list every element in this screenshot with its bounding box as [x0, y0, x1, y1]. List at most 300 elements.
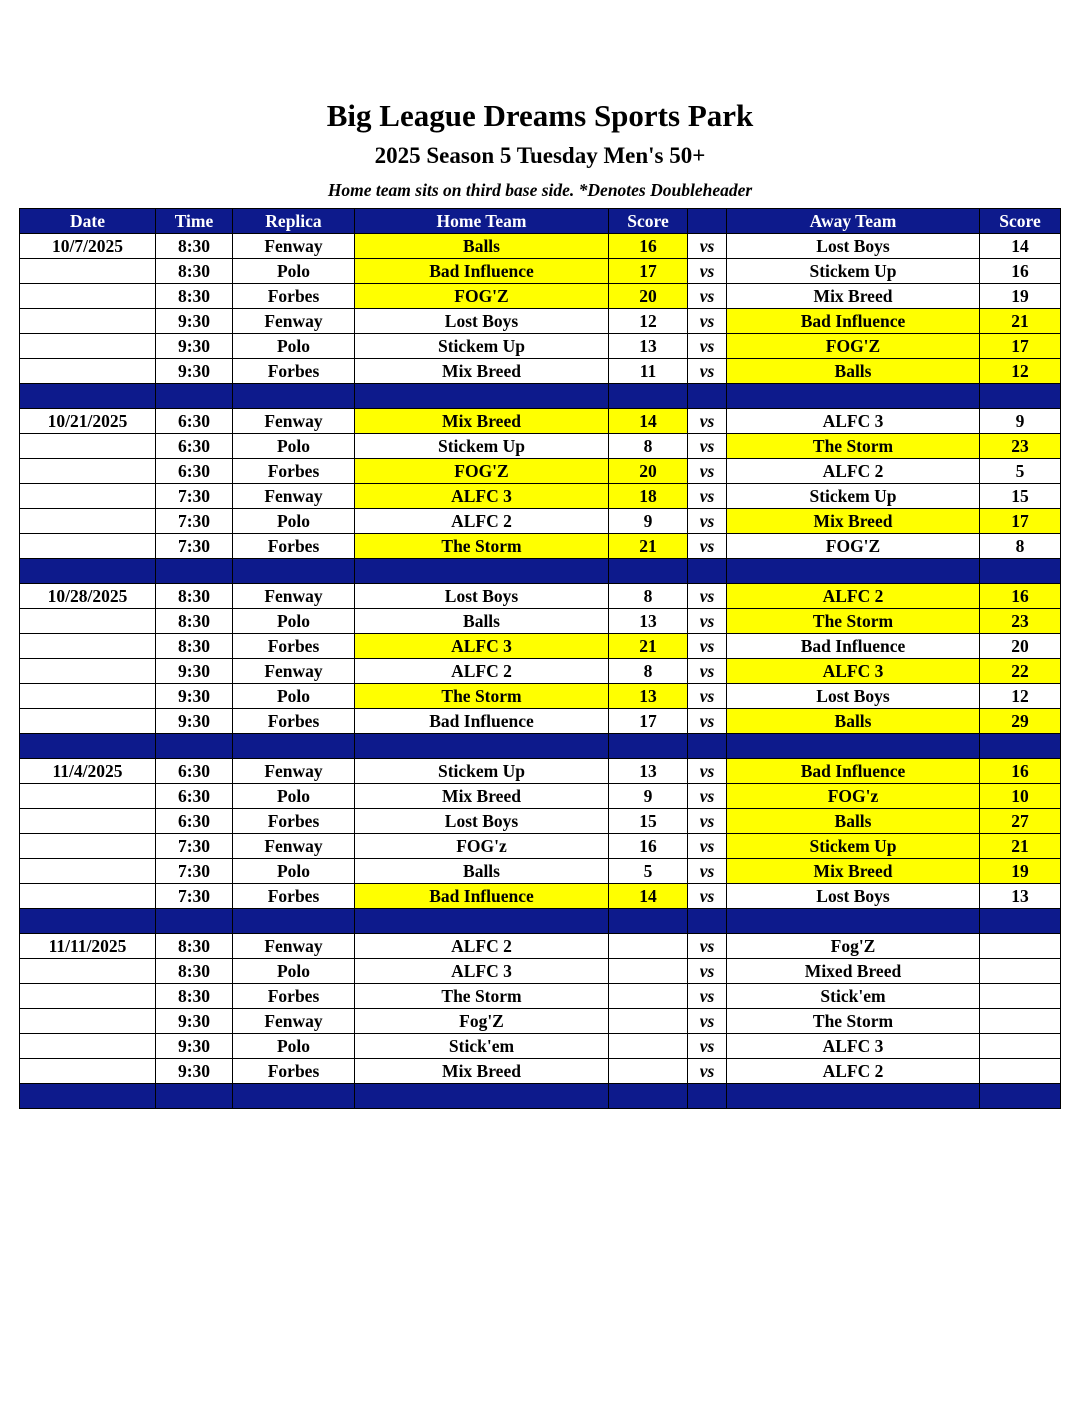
- game-row: [20, 784, 1061, 809]
- home-score-cell: 9: [609, 509, 688, 534]
- replica-cell: Polo: [233, 259, 355, 284]
- home-team-cell: Stickem Up: [355, 434, 609, 459]
- date-cell: [20, 834, 156, 859]
- vs-cell: vs: [688, 859, 727, 884]
- home-score-cell: 8: [609, 434, 688, 459]
- home-team-cell: Bad Influence: [355, 259, 609, 284]
- home-score-cell: 13: [609, 684, 688, 709]
- separator-cell: [609, 384, 688, 409]
- time-cell: 7:30: [156, 509, 233, 534]
- time-cell: 6:30: [156, 434, 233, 459]
- vs-cell: vs: [688, 259, 727, 284]
- away-team-cell: ALFC 3: [727, 409, 980, 434]
- away-score-cell: 17: [980, 509, 1061, 534]
- home-score-cell: [609, 1009, 688, 1034]
- time-cell: 8:30: [156, 959, 233, 984]
- away-score-cell: 16: [980, 759, 1061, 784]
- col-away-team-header: Away Team: [727, 209, 980, 234]
- col-time-header: Time: [156, 209, 233, 234]
- game-row: [20, 409, 1061, 434]
- date-cell: [20, 859, 156, 884]
- time-cell: 7:30: [156, 834, 233, 859]
- separator-cell: [20, 909, 156, 934]
- time-cell: 9:30: [156, 309, 233, 334]
- time-cell: 7:30: [156, 859, 233, 884]
- away-score-cell: 16: [980, 259, 1061, 284]
- vs-cell: vs: [688, 634, 727, 659]
- home-score-cell: [609, 1034, 688, 1059]
- replica-cell: Fenway: [233, 584, 355, 609]
- away-score-cell: [980, 934, 1061, 959]
- date-cell: [20, 659, 156, 684]
- header-row: [20, 209, 1061, 234]
- game-row: [20, 1034, 1061, 1059]
- week-separator-row: [20, 384, 1061, 409]
- home-team-cell: Balls: [355, 234, 609, 259]
- home-score-cell: 14: [609, 884, 688, 909]
- away-score-cell: [980, 1034, 1061, 1059]
- replica-cell: Forbes: [233, 884, 355, 909]
- separator-cell: [233, 1084, 355, 1109]
- vs-cell: vs: [688, 834, 727, 859]
- time-cell: 9:30: [156, 334, 233, 359]
- home-team-cell: Bad Influence: [355, 709, 609, 734]
- date-cell: [20, 884, 156, 909]
- away-team-cell: Lost Boys: [727, 884, 980, 909]
- home-score-cell: 13: [609, 334, 688, 359]
- vs-cell: vs: [688, 934, 727, 959]
- game-row: [20, 234, 1061, 259]
- game-row: [20, 509, 1061, 534]
- separator-cell: [156, 384, 233, 409]
- separator-cell: [156, 909, 233, 934]
- page-note: Home team sits on third base side. *Denotes Doubleheader: [327, 180, 753, 200]
- away-team-cell: Stickem Up: [727, 834, 980, 859]
- game-row: [20, 1009, 1061, 1034]
- home-team-cell: Mix Breed: [355, 1059, 609, 1084]
- separator-cell: [355, 559, 609, 584]
- home-score-cell: 16: [609, 234, 688, 259]
- home-score-cell: 14: [609, 409, 688, 434]
- home-score-cell: 21: [609, 534, 688, 559]
- home-score-cell: 17: [609, 709, 688, 734]
- replica-cell: Fenway: [233, 409, 355, 434]
- replica-cell: Polo: [233, 434, 355, 459]
- date-cell: [20, 784, 156, 809]
- away-score-cell: 13: [980, 884, 1061, 909]
- game-row: [20, 759, 1061, 784]
- game-row: [20, 959, 1061, 984]
- replica-cell: Fenway: [233, 834, 355, 859]
- home-score-cell: 17: [609, 259, 688, 284]
- away-team-cell: ALFC 2: [727, 459, 980, 484]
- date-cell: [20, 1059, 156, 1084]
- away-score-cell: 5: [980, 459, 1061, 484]
- date-cell: [20, 959, 156, 984]
- page-title: Big League Dreams Sports Park: [326, 98, 754, 133]
- separator-cell: [609, 909, 688, 934]
- separator-cell: [156, 559, 233, 584]
- replica-cell: Forbes: [233, 984, 355, 1009]
- time-cell: 6:30: [156, 784, 233, 809]
- date-cell: [20, 609, 156, 634]
- game-row: [20, 709, 1061, 734]
- away-score-cell: 12: [980, 359, 1061, 384]
- home-team-cell: Stickem Up: [355, 759, 609, 784]
- home-team-cell: Mix Breed: [355, 409, 609, 434]
- week-separator-row: [20, 559, 1061, 584]
- replica-cell: Forbes: [233, 809, 355, 834]
- replica-cell: Fenway: [233, 484, 355, 509]
- away-team-cell: Mixed Breed: [727, 959, 980, 984]
- date-cell: [20, 634, 156, 659]
- separator-cell: [355, 909, 609, 934]
- date-cell: [20, 284, 156, 309]
- replica-cell: Fenway: [233, 234, 355, 259]
- date-cell: [20, 1034, 156, 1059]
- replica-cell: Fenway: [233, 759, 355, 784]
- away-team-cell: The Storm: [727, 1009, 980, 1034]
- replica-cell: Forbes: [233, 284, 355, 309]
- vs-cell: vs: [688, 359, 727, 384]
- home-score-cell: 13: [609, 759, 688, 784]
- separator-cell: [609, 1084, 688, 1109]
- date-cell: [20, 309, 156, 334]
- home-score-cell: 8: [609, 584, 688, 609]
- home-team-cell: ALFC 2: [355, 934, 609, 959]
- game-row: [20, 934, 1061, 959]
- home-team-cell: FOG'z: [355, 834, 609, 859]
- away-score-cell: 14: [980, 234, 1061, 259]
- away-score-cell: 9: [980, 409, 1061, 434]
- home-team-cell: Mix Breed: [355, 784, 609, 809]
- vs-cell: vs: [688, 809, 727, 834]
- time-cell: 6:30: [156, 459, 233, 484]
- away-team-cell: Bad Influence: [727, 634, 980, 659]
- col-home-score-header: Score: [609, 209, 688, 234]
- time-cell: 9:30: [156, 709, 233, 734]
- home-team-cell: The Storm: [355, 534, 609, 559]
- game-row: [20, 809, 1061, 834]
- vs-cell: vs: [688, 684, 727, 709]
- date-cell: [20, 984, 156, 1009]
- vs-cell: vs: [688, 984, 727, 1009]
- vs-cell: vs: [688, 709, 727, 734]
- time-cell: 8:30: [156, 584, 233, 609]
- time-cell: 9:30: [156, 1059, 233, 1084]
- date-cell: [20, 509, 156, 534]
- away-score-cell: 19: [980, 859, 1061, 884]
- away-team-cell: Mix Breed: [727, 284, 980, 309]
- vs-cell: vs: [688, 1009, 727, 1034]
- time-cell: 8:30: [156, 634, 233, 659]
- game-row: [20, 1059, 1061, 1084]
- game-row: [20, 634, 1061, 659]
- home-team-cell: The Storm: [355, 984, 609, 1009]
- away-score-cell: [980, 1059, 1061, 1084]
- home-team-cell: Stick'em: [355, 1034, 609, 1059]
- away-score-cell: 23: [980, 434, 1061, 459]
- time-cell: 8:30: [156, 984, 233, 1009]
- date-cell: 10/21/2025: [20, 409, 156, 434]
- away-team-cell: Lost Boys: [727, 684, 980, 709]
- replica-cell: Polo: [233, 859, 355, 884]
- home-team-cell: ALFC 2: [355, 659, 609, 684]
- home-score-cell: [609, 984, 688, 1009]
- game-row: [20, 884, 1061, 909]
- time-cell: 7:30: [156, 884, 233, 909]
- away-score-cell: [980, 984, 1061, 1009]
- away-score-cell: 8: [980, 534, 1061, 559]
- separator-cell: [233, 734, 355, 759]
- time-cell: 8:30: [156, 234, 233, 259]
- replica-cell: Polo: [233, 959, 355, 984]
- home-team-cell: ALFC 3: [355, 959, 609, 984]
- away-score-cell: 20: [980, 634, 1061, 659]
- home-score-cell: 15: [609, 809, 688, 834]
- vs-cell: vs: [688, 284, 727, 309]
- col-away-score-header: Score: [980, 209, 1061, 234]
- home-score-cell: 8: [609, 659, 688, 684]
- separator-cell: [688, 1084, 727, 1109]
- separator-cell: [688, 559, 727, 584]
- col-home-team-header: Home Team: [355, 209, 609, 234]
- date-cell: 10/7/2025: [20, 234, 156, 259]
- vs-cell: vs: [688, 334, 727, 359]
- separator-cell: [688, 734, 727, 759]
- time-cell: 8:30: [156, 284, 233, 309]
- separator-cell: [355, 384, 609, 409]
- home-score-cell: 13: [609, 609, 688, 634]
- away-score-cell: 12: [980, 684, 1061, 709]
- col-date-header: Date: [20, 209, 156, 234]
- separator-cell: [727, 1084, 980, 1109]
- date-cell: [20, 459, 156, 484]
- away-team-cell: Lost Boys: [727, 234, 980, 259]
- separator-cell: [980, 734, 1061, 759]
- replica-cell: Fenway: [233, 309, 355, 334]
- away-team-cell: FOG'Z: [727, 534, 980, 559]
- replica-cell: Polo: [233, 609, 355, 634]
- vs-cell: vs: [688, 659, 727, 684]
- date-cell: [20, 484, 156, 509]
- separator-cell: [20, 1084, 156, 1109]
- away-score-cell: 10: [980, 784, 1061, 809]
- schedule-body: [20, 234, 1061, 1109]
- away-team-cell: Bad Influence: [727, 309, 980, 334]
- home-score-cell: 20: [609, 284, 688, 309]
- replica-cell: Polo: [233, 334, 355, 359]
- week-separator-row: [20, 909, 1061, 934]
- game-row: [20, 284, 1061, 309]
- separator-cell: [980, 559, 1061, 584]
- away-score-cell: 21: [980, 309, 1061, 334]
- home-score-cell: 18: [609, 484, 688, 509]
- game-row: [20, 684, 1061, 709]
- away-team-cell: Mix Breed: [727, 859, 980, 884]
- game-row: [20, 834, 1061, 859]
- away-score-cell: 27: [980, 809, 1061, 834]
- date-cell: 11/4/2025: [20, 759, 156, 784]
- separator-cell: [980, 384, 1061, 409]
- home-score-cell: [609, 934, 688, 959]
- vs-cell: vs: [688, 509, 727, 534]
- separator-cell: [355, 734, 609, 759]
- home-score-cell: 11: [609, 359, 688, 384]
- separator-cell: [20, 734, 156, 759]
- separator-cell: [233, 384, 355, 409]
- vs-cell: vs: [688, 584, 727, 609]
- home-team-cell: Lost Boys: [355, 584, 609, 609]
- separator-cell: [233, 909, 355, 934]
- home-team-cell: FOG'Z: [355, 459, 609, 484]
- away-team-cell: Balls: [727, 359, 980, 384]
- separator-cell: [156, 734, 233, 759]
- date-cell: [20, 684, 156, 709]
- replica-cell: Polo: [233, 784, 355, 809]
- home-team-cell: The Storm: [355, 684, 609, 709]
- home-team-cell: Lost Boys: [355, 309, 609, 334]
- separator-cell: [727, 734, 980, 759]
- home-score-cell: 12: [609, 309, 688, 334]
- game-row: [20, 259, 1061, 284]
- game-row: [20, 534, 1061, 559]
- game-row: [20, 359, 1061, 384]
- page-subtitle: 2025 Season 5 Tuesday Men's 50+: [374, 143, 706, 168]
- home-team-cell: Bad Influence: [355, 884, 609, 909]
- away-score-cell: 23: [980, 609, 1061, 634]
- time-cell: 6:30: [156, 409, 233, 434]
- week-separator-row: [20, 1084, 1061, 1109]
- game-row: [20, 859, 1061, 884]
- away-score-cell: 22: [980, 659, 1061, 684]
- col-vs-header: [688, 209, 727, 234]
- date-cell: [20, 534, 156, 559]
- time-cell: 9:30: [156, 684, 233, 709]
- separator-cell: [688, 909, 727, 934]
- separator-cell: [688, 384, 727, 409]
- replica-cell: Forbes: [233, 359, 355, 384]
- game-row: [20, 309, 1061, 334]
- away-team-cell: Balls: [727, 709, 980, 734]
- home-team-cell: ALFC 3: [355, 484, 609, 509]
- home-team-cell: ALFC 2: [355, 509, 609, 534]
- vs-cell: vs: [688, 534, 727, 559]
- game-row: [20, 459, 1061, 484]
- away-team-cell: Stick'em: [727, 984, 980, 1009]
- away-score-cell: 16: [980, 584, 1061, 609]
- vs-cell: vs: [688, 434, 727, 459]
- home-team-cell: Fog'Z: [355, 1009, 609, 1034]
- away-team-cell: Mix Breed: [727, 509, 980, 534]
- vs-cell: vs: [688, 234, 727, 259]
- separator-cell: [727, 559, 980, 584]
- home-team-cell: Balls: [355, 609, 609, 634]
- col-replica-header: Replica: [233, 209, 355, 234]
- separator-cell: [980, 1084, 1061, 1109]
- game-row: [20, 659, 1061, 684]
- home-score-cell: [609, 959, 688, 984]
- vs-cell: vs: [688, 784, 727, 809]
- date-cell: [20, 1009, 156, 1034]
- away-team-cell: The Storm: [727, 609, 980, 634]
- time-cell: 9:30: [156, 1034, 233, 1059]
- date-cell: [20, 259, 156, 284]
- date-cell: [20, 709, 156, 734]
- replica-cell: Forbes: [233, 709, 355, 734]
- separator-cell: [20, 559, 156, 584]
- away-team-cell: Stickem Up: [727, 259, 980, 284]
- replica-cell: Forbes: [233, 634, 355, 659]
- away-team-cell: FOG'z: [727, 784, 980, 809]
- away-score-cell: 21: [980, 834, 1061, 859]
- home-score-cell: [609, 1059, 688, 1084]
- separator-cell: [233, 559, 355, 584]
- time-cell: 6:30: [156, 809, 233, 834]
- game-row: [20, 584, 1061, 609]
- date-cell: [20, 809, 156, 834]
- time-cell: 6:30: [156, 759, 233, 784]
- separator-cell: [727, 384, 980, 409]
- separator-cell: [980, 909, 1061, 934]
- away-team-cell: Bad Influence: [727, 759, 980, 784]
- replica-cell: Fenway: [233, 934, 355, 959]
- date-cell: [20, 334, 156, 359]
- replica-cell: Polo: [233, 1034, 355, 1059]
- replica-cell: Polo: [233, 684, 355, 709]
- separator-cell: [609, 559, 688, 584]
- vs-cell: vs: [688, 1059, 727, 1084]
- separator-cell: [609, 734, 688, 759]
- vs-cell: vs: [688, 959, 727, 984]
- game-row: [20, 334, 1061, 359]
- home-team-cell: Mix Breed: [355, 359, 609, 384]
- separator-cell: [20, 384, 156, 409]
- away-score-cell: 29: [980, 709, 1061, 734]
- time-cell: 9:30: [156, 659, 233, 684]
- time-cell: 9:30: [156, 1009, 233, 1034]
- separator-cell: [355, 1084, 609, 1109]
- game-row: [20, 434, 1061, 459]
- away-score-cell: 19: [980, 284, 1061, 309]
- time-cell: 8:30: [156, 934, 233, 959]
- vs-cell: vs: [688, 484, 727, 509]
- replica-cell: Fenway: [233, 659, 355, 684]
- replica-cell: Polo: [233, 509, 355, 534]
- separator-cell: [156, 1084, 233, 1109]
- away-score-cell: [980, 1009, 1061, 1034]
- away-team-cell: Fog'Z: [727, 934, 980, 959]
- vs-cell: vs: [688, 309, 727, 334]
- home-team-cell: Lost Boys: [355, 809, 609, 834]
- away-score-cell: 17: [980, 334, 1061, 359]
- time-cell: 8:30: [156, 259, 233, 284]
- replica-cell: Forbes: [233, 459, 355, 484]
- vs-cell: vs: [688, 884, 727, 909]
- home-team-cell: Stickem Up: [355, 334, 609, 359]
- away-team-cell: ALFC 3: [727, 659, 980, 684]
- home-score-cell: 20: [609, 459, 688, 484]
- home-team-cell: Balls: [355, 859, 609, 884]
- vs-cell: vs: [688, 409, 727, 434]
- home-score-cell: 5: [609, 859, 688, 884]
- away-score-cell: 15: [980, 484, 1061, 509]
- home-score-cell: 9: [609, 784, 688, 809]
- replica-cell: Fenway: [233, 1009, 355, 1034]
- away-team-cell: ALFC 2: [727, 584, 980, 609]
- time-cell: 7:30: [156, 484, 233, 509]
- time-cell: 7:30: [156, 534, 233, 559]
